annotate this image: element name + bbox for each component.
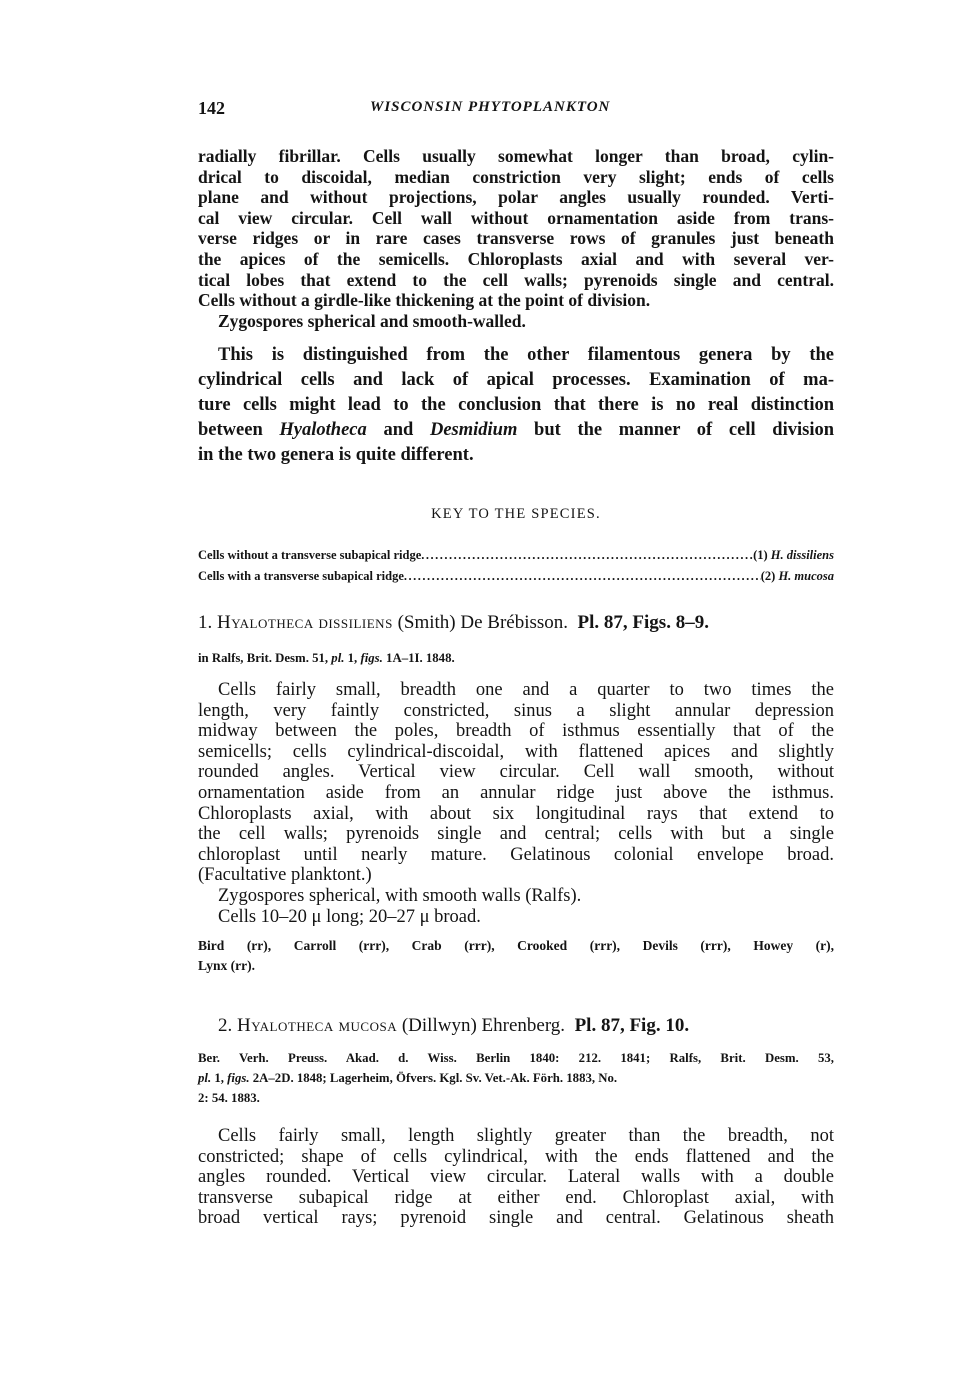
text-line: angles rounded. Vertical view circular. Lateral walls with a double bbox=[198, 1167, 834, 1188]
key-entry-text: Cells with a transverse subapical ridge bbox=[198, 569, 404, 583]
text-fragment: figs. bbox=[227, 1071, 250, 1085]
dot-leader bbox=[404, 566, 761, 587]
text-fragment: and bbox=[366, 420, 430, 440]
text-line: transverse subapical ridge at either end. Chloroplast axial, with bbox=[198, 1187, 834, 1208]
text-fragment: pl. bbox=[198, 1071, 212, 1085]
plate-reference: Pl. 87, Fig. 10. bbox=[574, 1015, 690, 1036]
key-title: KEY TO THE SPECIES. bbox=[431, 506, 601, 522]
text-line: 2: 54. 1883. bbox=[198, 1091, 260, 1105]
page-header bbox=[198, 98, 838, 122]
species-key bbox=[198, 545, 834, 587]
text-line: Chloroplasts axial, with about six longitudinal rays that extend to bbox=[198, 803, 834, 824]
text-fragment: 1, bbox=[211, 1071, 228, 1085]
text-line bbox=[198, 1068, 834, 1088]
text-line: Cells without a girdle-like thickening at the point of division. bbox=[198, 290, 651, 311]
species-genus: Hyalotheca bbox=[217, 612, 314, 633]
text-line: This is distinguished from the other filamentous genera by the bbox=[218, 345, 834, 365]
text-line: midway between the poles, breadth of isthmus essentially that of the bbox=[198, 721, 834, 742]
text-line: length, very faintly constricted, sinus a slight annular depression bbox=[198, 700, 834, 721]
species-genus: Hyalotheca bbox=[237, 1015, 334, 1036]
text-line: ornamentation aside from an annular ridge just above the isthmus. bbox=[198, 782, 834, 803]
text-line: in the two genera is quite different. bbox=[198, 445, 474, 465]
species-citation bbox=[198, 648, 834, 668]
species-epithet: mucosa bbox=[338, 1015, 398, 1036]
localities bbox=[198, 936, 834, 976]
species-citation bbox=[198, 1048, 834, 1108]
species-authority: (Dillwyn) Ehrenberg. bbox=[401, 1015, 566, 1036]
text-fragment: 1A–1I. 1848. bbox=[382, 651, 455, 665]
text-fragment: in Ralfs, Brit. Desm. 51, bbox=[198, 651, 332, 665]
text-line: the apices of the semicells. Chloroplasts axial and with several ver- bbox=[198, 248, 834, 269]
text-fragment: between bbox=[198, 420, 280, 440]
measurements: Cells 10–20 μ long; 20–27 μ broad. bbox=[218, 906, 481, 927]
text-fragment: 2A–2D. 1848; Lagerheim, Öfvers. Kgl. Sv. Vet.-Ak. Förh. 1883, No. bbox=[249, 1071, 618, 1085]
page-number: 142 bbox=[198, 98, 225, 118]
text-line: Lynx (rr). bbox=[198, 958, 255, 973]
text-line: semicells; cells cylindrical-discoidal, with flattened apices and slightly bbox=[198, 741, 834, 762]
genus-name: Desmidium bbox=[429, 420, 518, 440]
species-number: 2. bbox=[218, 1015, 233, 1036]
species-description bbox=[198, 1126, 834, 1229]
text-line: radially fibrillar. Cells usually somewhat longer than broad, cylin- bbox=[198, 146, 834, 166]
text-line: broad vertical rays; pyrenoid single and central. Gelatinous sheath bbox=[198, 1208, 834, 1229]
text-line: rounded angles. Vertical view circular. Cell wall smooth, without bbox=[198, 762, 834, 783]
running-title: WISCONSIN PHYTOPLANKTON bbox=[370, 99, 611, 115]
text-line: constricted; shape of cells cylindrical, with the ends flattened and the bbox=[198, 1146, 834, 1167]
text-fragment: 1, bbox=[344, 651, 361, 665]
genus-discussion-paragraph bbox=[198, 343, 834, 468]
text-line: Ber. Verh. Preuss. Akad. d. Wiss. Berlin 1840: 212. 1841; Ralfs, Brit. Desm. 53, bbox=[198, 1051, 834, 1065]
text-line: verse ridges or in rare cases transverse rows of granules just beneath bbox=[198, 228, 834, 249]
species-number: 1. bbox=[198, 612, 213, 633]
key-entry bbox=[198, 545, 834, 566]
text-line bbox=[198, 648, 834, 668]
species-heading bbox=[198, 612, 834, 634]
text-fragment: pl. bbox=[331, 651, 345, 665]
text-line: Zygospores spherical and smooth-walled. bbox=[218, 310, 526, 331]
text-line: plane and without projections, polar angles usually rounded. Verti- bbox=[198, 187, 834, 208]
text-line: chloroplast until nearly mature. Gelatinous colonial envelope broad. bbox=[198, 844, 834, 865]
key-entry bbox=[198, 566, 834, 587]
text-line: cylindrical cells and lack of apical processes. Examination of ma- bbox=[198, 370, 834, 390]
species-epithet: dissiliens bbox=[318, 612, 393, 633]
text-line: tical lobes that extend to the cell walls; pyrenoids single and central. bbox=[198, 269, 834, 290]
text-line: (Facultative planktont.) bbox=[198, 865, 372, 886]
species-description bbox=[198, 680, 834, 927]
key-entry-text: Cells without a transverse subapical ridge bbox=[198, 548, 422, 562]
text-line: drical to discoidal, median constriction very slight; ends of cells bbox=[198, 166, 834, 187]
dot-leader bbox=[421, 545, 753, 566]
text-line: ture cells might lead to the conclusion that there is no real distinction bbox=[198, 395, 834, 415]
key-entry-number: (1) bbox=[753, 548, 768, 562]
plate-reference: Pl. 87, Figs. 8–9. bbox=[577, 612, 709, 633]
text-line bbox=[198, 418, 834, 443]
text-line: Bird (rr), Carroll (rrr), Crab (rrr), Crooked (rrr), Devils (rrr), Howey (r), bbox=[198, 938, 834, 953]
text-line: the cell walls; pyrenoids single and central; cells with but a single bbox=[198, 824, 834, 845]
text-line: cal view circular. Cell wall without ornamentation aside from trans- bbox=[198, 207, 834, 228]
text-fragment: figs. bbox=[360, 651, 383, 665]
key-entry-species: H. mucosa bbox=[778, 569, 834, 583]
key-entry-number: (2) bbox=[760, 569, 776, 583]
text-line: Cells fairly small, length slightly greater than the breadth, not bbox=[218, 1126, 834, 1146]
text-line: Cells fairly small, breadth one and a quarter to two times the bbox=[218, 680, 834, 700]
genus-description-paragraph bbox=[198, 146, 834, 331]
zygospore-note: Zygospores spherical, with smooth walls (Ralfs). bbox=[218, 885, 582, 906]
genus-name: Hyalotheca bbox=[279, 420, 367, 440]
text-fragment: but the manner of cell division bbox=[517, 420, 834, 440]
species-authority: (Smith) De Brébisson. bbox=[397, 612, 569, 633]
species-heading bbox=[218, 1015, 854, 1037]
key-entry-species: H. dissiliens bbox=[770, 548, 834, 562]
